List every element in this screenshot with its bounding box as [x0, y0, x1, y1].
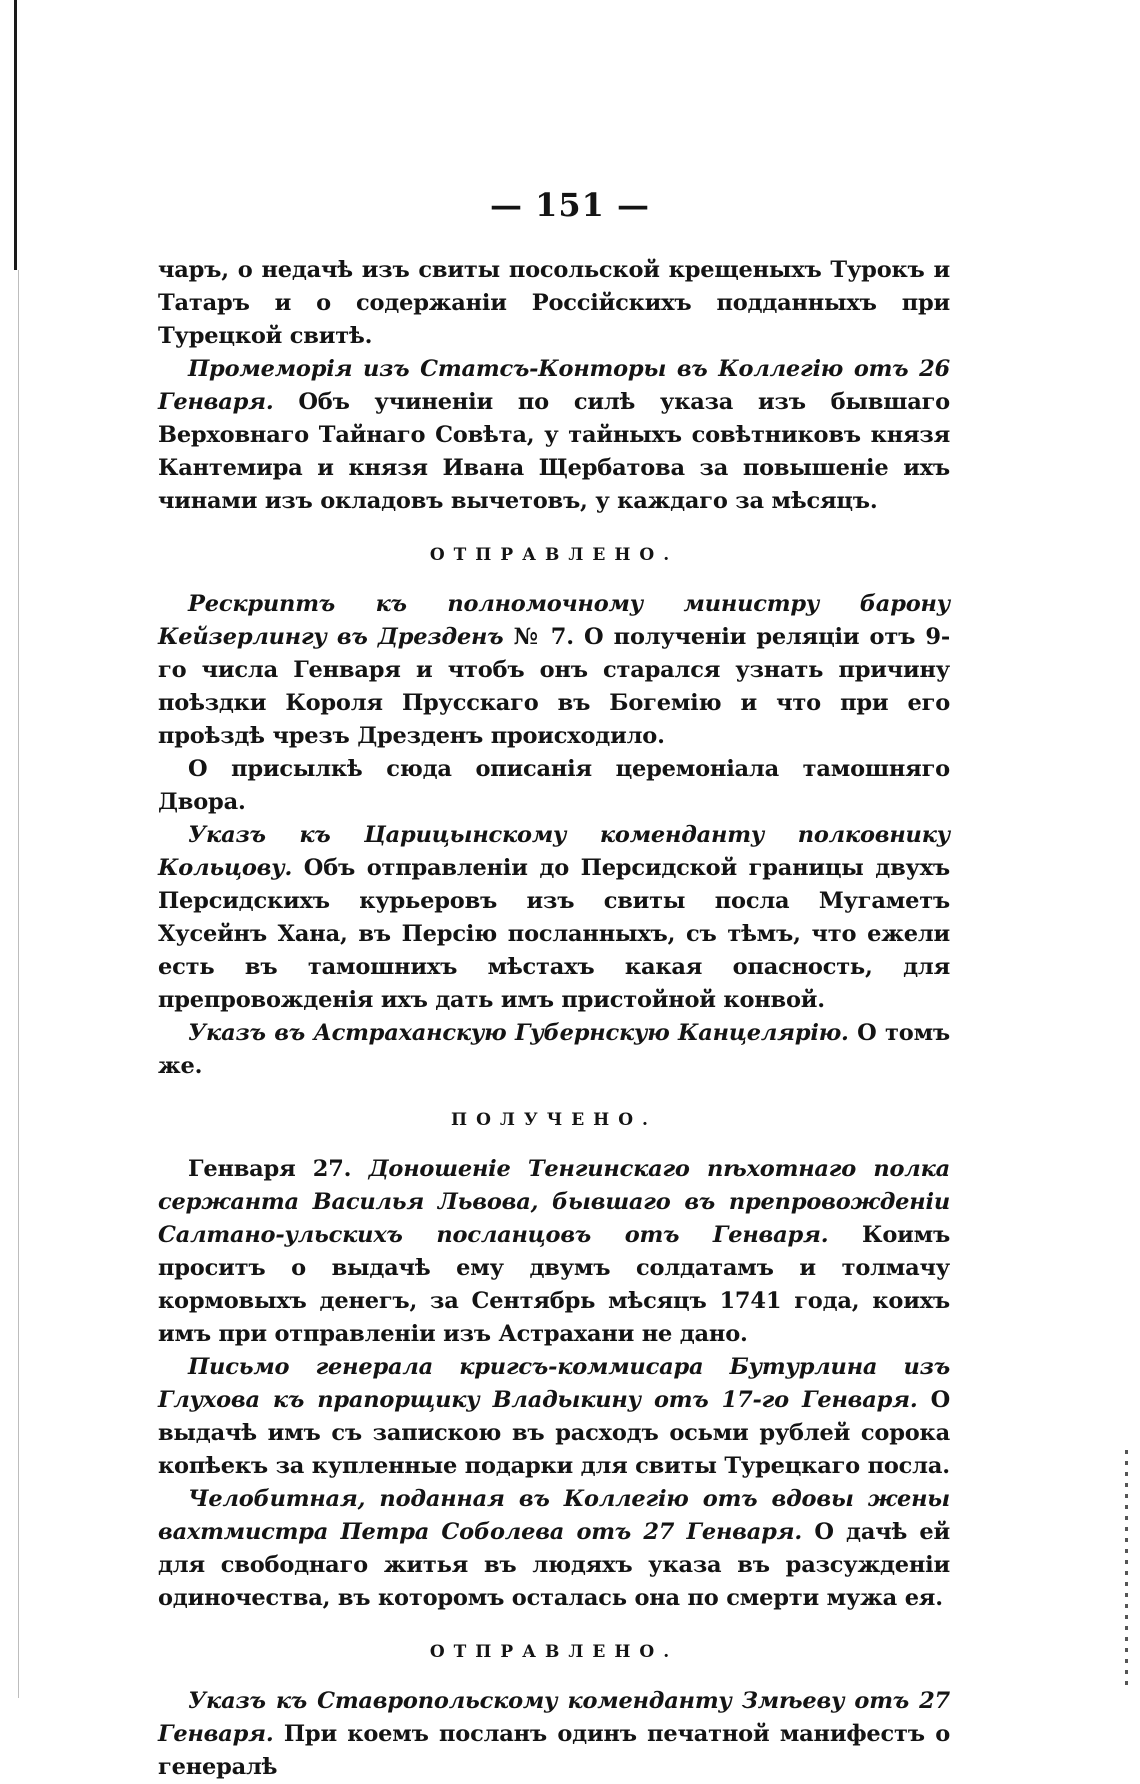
- entry-text: № 7. О полученіи реляціи отъ 9-го числа Генваря и чтобъ онъ старался узнать причину поѣздки Короля Прусскаго въ Богемію и что при его проѣздѣ чрезъ Дрезденъ происходило.: [158, 624, 950, 749]
- entry-text: При коемъ посланъ одинъ печатной манифестъ о генералѣ: [158, 1721, 950, 1780]
- entry-rescript: [158, 588, 950, 753]
- entry-title: Челобитная, поданная въ Коллегію отъ вдовы жены вахтмистра Петра Соболева отъ 27 Генваря.: [158, 1486, 950, 1545]
- entry-ukaz-stavropol: [158, 1685, 950, 1784]
- entry-text: Коимъ проситъ о выдачѣ ему двумъ солдатамъ и толмачу кормовыхъ денегъ, за Сентябрь мѣсяцъ 1741 года, коихъ имъ при отправленіи изъ Астрахани не дано.: [158, 1222, 951, 1347]
- entry-ukaz-tsaritsyn: [158, 819, 950, 1017]
- entry-text: О томъ же.: [158, 1020, 950, 1079]
- entry-text: Объ отправленіи до Персидской границы двухъ Персидскихъ курьеровъ изъ свиты посла Мугаметъ Хусейнъ Хана, въ Персію посланныхъ, съ тѣмъ, что ежели есть въ тамошнихъ мѣстахъ какая опасность, для препровожденія ихъ дать имъ пристойной конвой.: [158, 855, 950, 1013]
- section-heading-sent: ОТПРАВЛЕНО.: [429, 545, 679, 565]
- entry-title: Указъ къ Царицынскому коменданту полковнику Кольцову.: [158, 822, 950, 881]
- section-heading-received: ПОЛУЧЕНО.: [451, 1110, 657, 1130]
- entry-text: О выдачѣ имъ съ запискою въ расходъ осьми рублей сорока копѣекъ за купленные подарки для свиты Турецкаго посла.: [158, 1387, 950, 1479]
- scan-edge-right: [1125, 1450, 1128, 1690]
- entry-date: Генваря 27.: [188, 1156, 352, 1182]
- entry-text: Объ учиненіи по силѣ указа изъ бывшаго Верховнаго Тайнаго Совѣта, у тайныхъ совѣтниковъ князя Кантемира и князя Ивана Щербатова за повышеніе ихъ чинами изъ окладовъ вычетовъ, у каждаго за мѣсяцъ.: [158, 389, 950, 514]
- entry-ceremonial: [158, 753, 950, 819]
- entry-ukaz-astrakhan: [158, 1017, 950, 1083]
- section-heading-sent-2: ОТПРАВЛЕНО.: [429, 1642, 679, 1662]
- body-text: чаръ, о недачѣ изъ свиты посольской крещеныхъ Турокъ и Татаръ и о содержаніи Россійскихъ подданныхъ при Турецкой свитѣ.: [158, 257, 950, 349]
- entry-petition: [158, 1483, 950, 1615]
- paragraph-continuation: [158, 254, 950, 353]
- entry-text: О присылкѣ сюда описанія церемоніала тамошняго Двора.: [158, 756, 950, 815]
- entry-title: Письмо генерала кригсъ-коммисара Бутурлина изъ Глухова къ прапорщику Владыкину отъ 17-го Генваря.: [158, 1354, 950, 1413]
- scan-edge-left: [14, 0, 17, 270]
- entry-letter-general: [158, 1351, 950, 1483]
- entry-title: Указъ въ Астраханскую Губернскую Канцелярію.: [188, 1020, 849, 1046]
- entry-promemoria: [158, 353, 950, 518]
- entry-title: Промеморія изъ Статсъ-Конторы въ Коллегію отъ 26 Генваря.: [158, 356, 950, 415]
- entry-title: Доношеніе Тенгинскаго пѣхотнаго полка сержанта Василья Львова, бывшаго въ препровожденіи Салтано-ульскихъ посланцовъ отъ Генваря.: [158, 1156, 950, 1248]
- entry-text: О дачѣ ей для свободнаго житья въ людяхъ указа въ разсужденіи одиночества, въ которомъ осталась она по смерти мужа ея.: [158, 1519, 950, 1611]
- entry-title: Указъ къ Ставропольскому коменданту Змѣеву отъ 27 Генваря.: [158, 1688, 950, 1747]
- entry-donoshenie: [158, 1153, 950, 1351]
- page-text: [158, 254, 950, 1784]
- entry-title: Рескриптъ къ полномочному министру барону Кейзерлингу въ Дрезденъ: [158, 591, 950, 650]
- scan-edge-left-faint: [18, 270, 19, 1698]
- page-number: — 151 —: [489, 186, 651, 224]
